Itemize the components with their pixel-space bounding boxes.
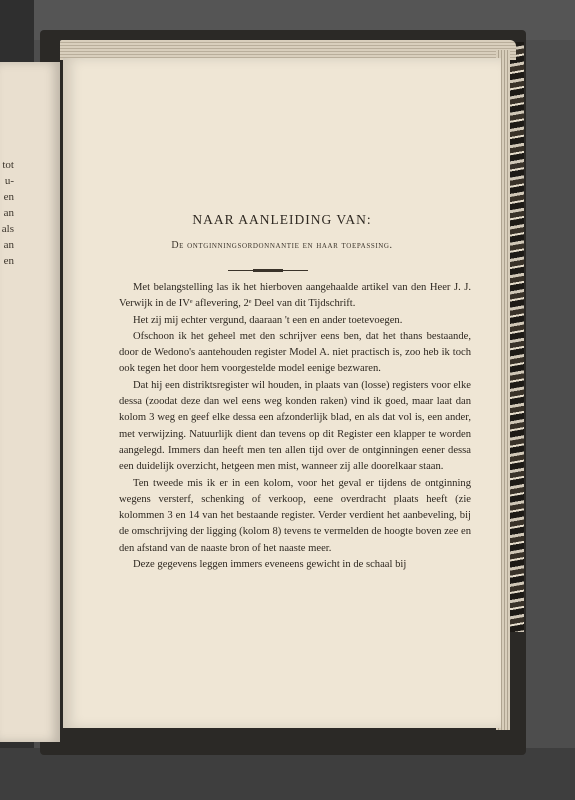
paragraph: Dat hij een distriktsregister wil houden, in plaats van (losse) registers voor elke dessa (zoodat deze dan wel eens weg konden raken) vind ik goed, maar laat dan kolom 3 weg en geef elke dessa een afzonderlijk blad, en als dat vol is, een ander, met verwijzing. Natuurlijk dient dan tevens op dit Register een klapper te worden aangelegd. Immers dan heeft men ten allen tijd over de ontginningen eener dessa een duidelijk overzicht, hetgeen men mist, wanneer zij alle doorelkaar staan. <box>119 379 471 473</box>
left-facing-page <box>0 62 60 742</box>
left-page-fragment: als <box>1 223 14 235</box>
left-page-fragment: en <box>3 255 14 267</box>
marbled-edge <box>508 42 524 632</box>
article-subtitle: De ontginningsordonnantie en haar toepassing. <box>171 240 393 251</box>
paragraph: Met belangstelling las ik het hierboven aangehaalde artikel van den Heer J. J. Verwijk in de IVᵉ aflevering, 2ᵉ Deel van dit Tijdschrift. <box>119 282 471 310</box>
left-page-fragment: an <box>3 207 14 219</box>
paragraph: Ofschoon ik het geheel met den schrijver eens ben, dat het thans bestaande, door de Wedono's aantehouden register Model A. niet practisch is, zoo heb ik toch ook tegen het door hem voorgestelde model eenige bezwaren. <box>119 330 471 375</box>
background-bottom <box>0 748 575 800</box>
paragraph: Ten tweede mis ik er in een kolom, voor het geval er tijdens de ontginning wegens versterf, schenking of verkoop, eene overdracht plaats heeft (zie kolommen 3 en 14 van het bestaande register. Verder verdient het aanbeveling, bij de omschrijving der ligging (kolom 8) tevens te vermelden de hoogte boven zee en den afstand van de naaste bron of het naaste meer. <box>119 477 471 554</box>
ornamental-rule-center <box>253 269 283 272</box>
left-page-fragment: tot <box>2 159 14 171</box>
left-page-fragment: an <box>3 239 14 251</box>
left-page-fragment: en <box>3 191 14 203</box>
page-edges-top <box>60 40 516 60</box>
right-page <box>63 58 501 728</box>
article-body <box>119 280 471 573</box>
left-page-fragment: u- <box>4 175 14 187</box>
paragraph: Deze gegevens leggen immers eveneens gewicht in de schaal bij <box>133 559 407 571</box>
article-title: NAAR AANLEIDING VAN: <box>192 212 372 227</box>
paragraph: Het zij mij echter vergund, daaraan 't een en ander toetevoegen. <box>133 314 403 326</box>
